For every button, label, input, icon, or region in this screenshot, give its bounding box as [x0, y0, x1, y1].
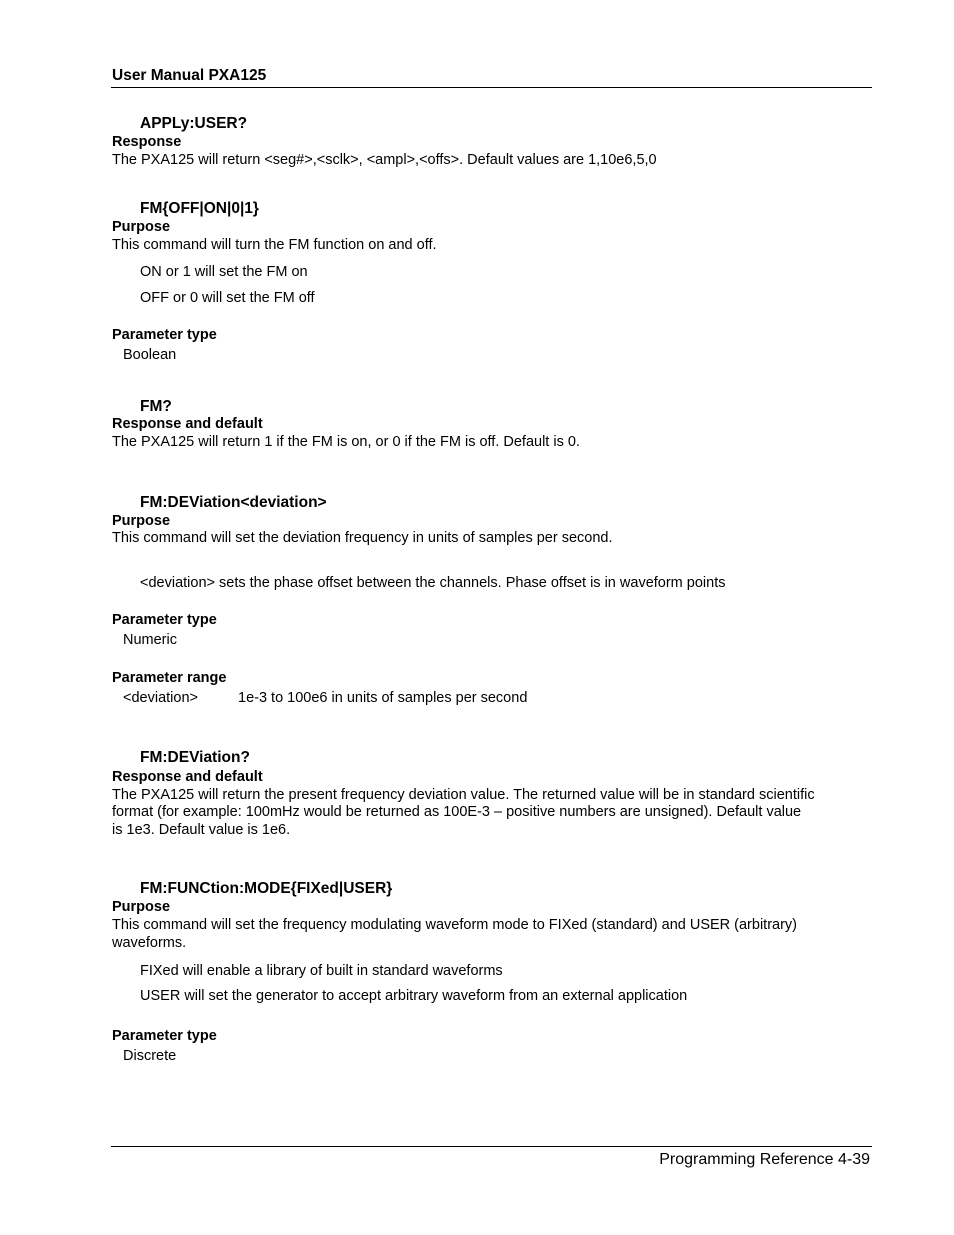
option-text: ON or 1 will set the FM on	[140, 264, 308, 280]
response-text: The PXA125 will return <seg#>,<sclk>, <ampl>,<offs>. Default values are 1,10e6,5,0	[112, 152, 657, 168]
option-text: OFF or 0 will set the FM off	[140, 290, 315, 306]
footer-divider	[111, 1146, 872, 1147]
response-text-line: format (for example: 100mHz would be returned as 100E-3 – positive numbers are unsigned). Default value	[112, 804, 802, 820]
parameter-type-label: Parameter type	[112, 327, 217, 343]
purpose-label: Purpose	[112, 219, 171, 235]
parameter-type-label: Parameter type	[112, 612, 217, 628]
response-label: Response and default	[112, 769, 263, 785]
parameter-type-value: Boolean	[123, 347, 177, 363]
parameter-description: <deviation> sets the phase offset between the channels. Phase offset is in waveform points	[140, 575, 726, 591]
response-text: The PXA125 will return 1 if the FM is on, or 0 if the FM is off. Default is 0.	[112, 434, 580, 450]
header-divider	[111, 87, 872, 88]
page-footer-text: Programming Reference 4-39	[659, 1151, 870, 1168]
purpose-text: This command will set the deviation frequency in units of samples per second.	[112, 530, 613, 546]
response-label: Response	[112, 134, 182, 150]
parameter-range-label: Parameter range	[112, 670, 227, 686]
command-fm-onoff: FM{OFF|ON|0|1}	[140, 200, 259, 217]
page-header-title: User Manual PXA125	[112, 67, 267, 84]
parameter-name: <deviation>	[123, 690, 198, 706]
command-apply-user: APPLy:USER?	[140, 115, 248, 132]
command-fm-deviation: FM:DEViation<deviation>	[140, 494, 327, 511]
purpose-text-line: This command will set the frequency modulating waveform mode to FIXed (standard) and USER (arbitrary)	[112, 917, 798, 933]
parameter-type-label: Parameter type	[112, 1028, 217, 1044]
parameter-type-value: Discrete	[123, 1048, 177, 1064]
command-fm-function-mode: FM:FUNCtion:MODE{FIXed|USER}	[140, 880, 393, 897]
command-fm-query: FM?	[140, 398, 172, 415]
option-text: USER will set the generator to accept arbitrary waveform from an external application	[140, 988, 688, 1004]
option-text: FIXed will enable a library of built in standard waveforms	[140, 963, 503, 979]
purpose-text: This command will turn the FM function on and off.	[112, 237, 437, 253]
purpose-label: Purpose	[112, 513, 171, 529]
response-text-line: The PXA125 will return the present frequency deviation value. The returned value will be in standard scientific	[112, 787, 815, 803]
parameter-type-value: Numeric	[123, 632, 177, 648]
purpose-label: Purpose	[112, 899, 171, 915]
purpose-text-line: waveforms.	[112, 935, 187, 951]
parameter-range-value: 1e-3 to 100e6 in units of samples per second	[238, 690, 528, 706]
response-label: Response and default	[112, 416, 263, 432]
command-fm-deviation-query: FM:DEViation?	[140, 749, 250, 766]
response-text-line: is 1e3. Default value is 1e6.	[112, 822, 291, 838]
